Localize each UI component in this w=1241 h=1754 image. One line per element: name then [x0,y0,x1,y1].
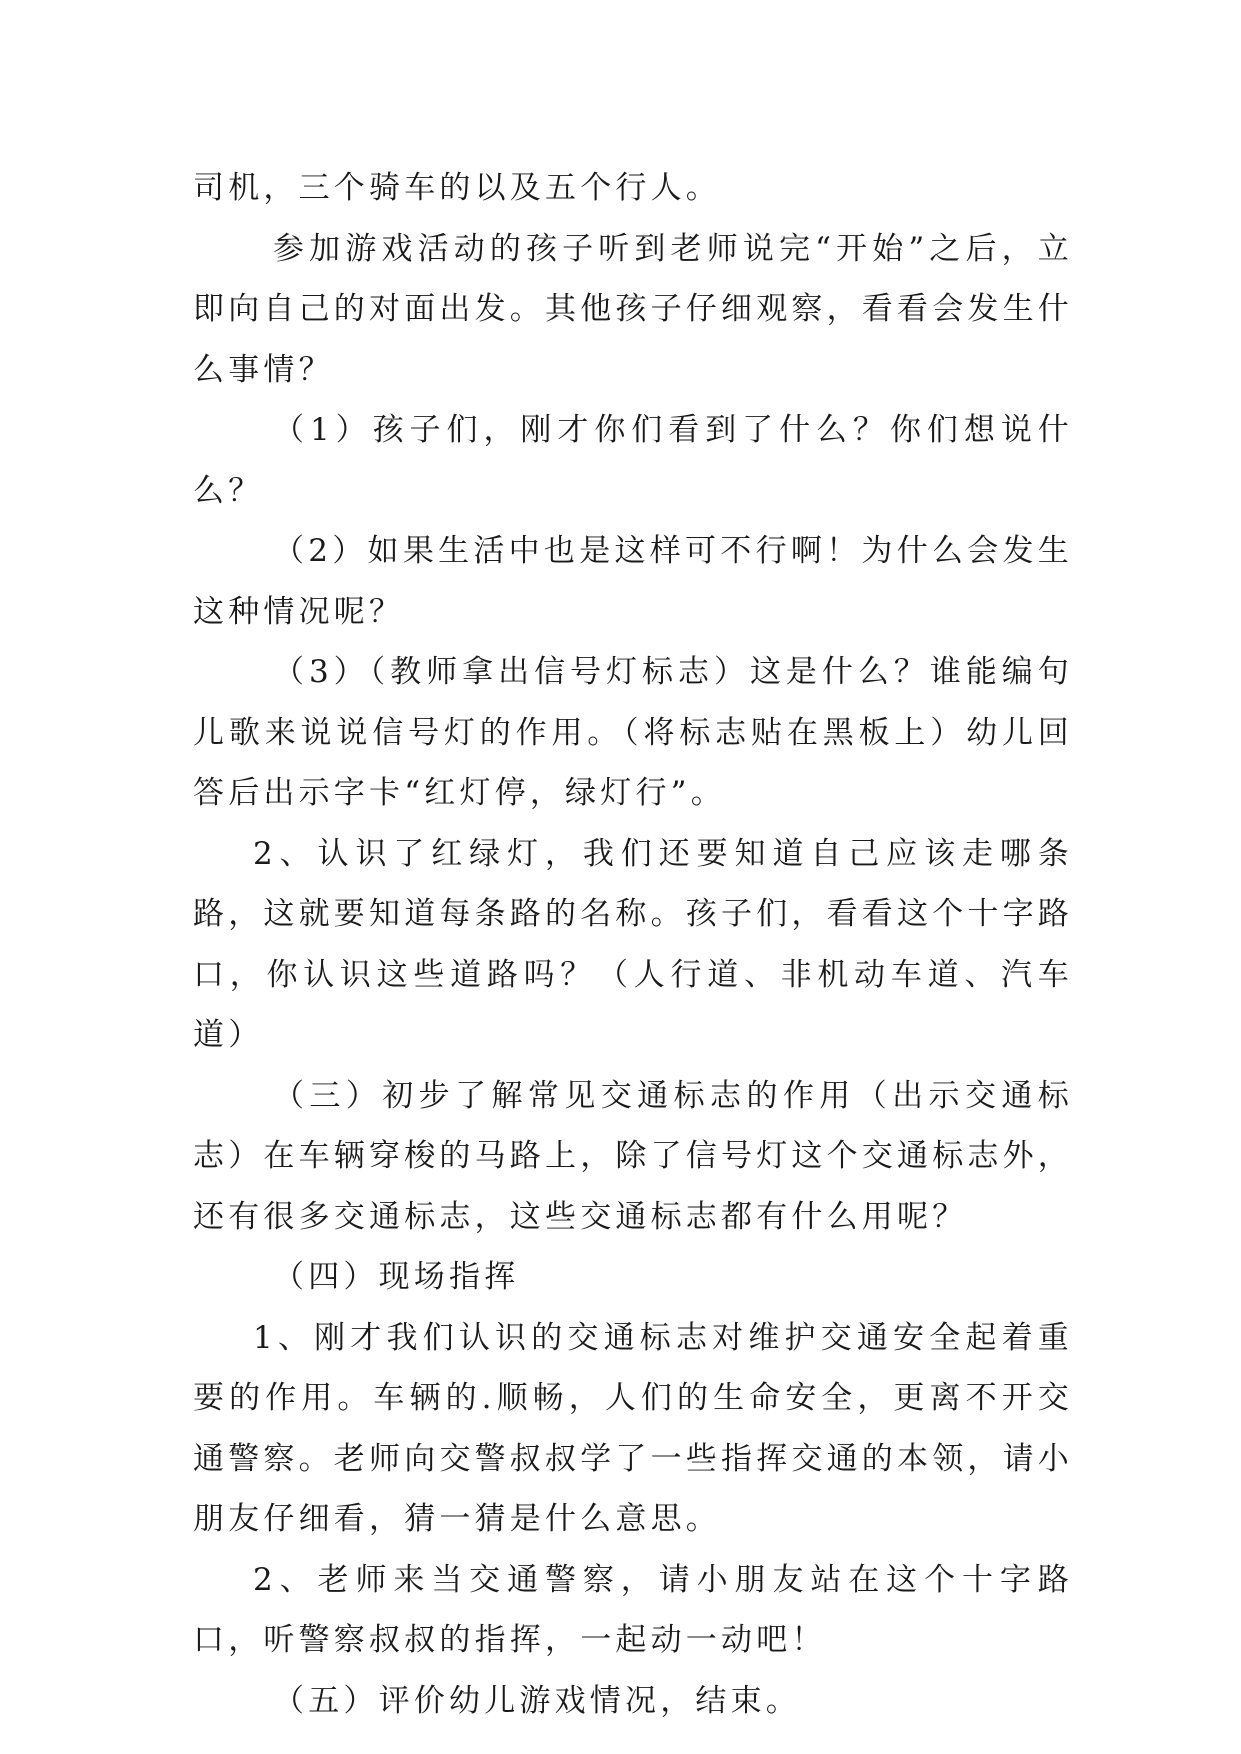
body-text [193,158,1073,1731]
paragraph: 参加游戏活动的孩子听到老师说完“开始”之后，立即向自己的对面出发。其他孩子仔细观察，看看会发生什么事情？ [193,230,1073,388]
paragraph: 1、刚才我们认识的交通标志对维护交通安全起着重要的作用。车辆的.顺畅，人们的生命安全，更离不开交通警察。老师向交警叔叔学了一些指挥交通的本领，请小朋友仔细看，猜一猜是什么意思。 [193,1319,1073,1537]
paragraph: （四）现场指挥 [273,1259,520,1295]
paragraph: 2、认识了红绿灯，我们还要知道自己应该走哪条路，这就要知道每条路的名称。孩子们，看看这个十字路口，你认识这些道路吗？（人行道、非机动车道、汽车道） [193,835,1073,1053]
paragraph: 2、老师来当交通警察，请小朋友站在这个十字路口，听警察叔叔的指挥，一起动一动吧！ [193,1561,1073,1658]
paragraph: （1）孩子们，刚才你们看到了什么？你们想说什么？ [193,412,1073,509]
paragraph: （五）评价幼儿游戏情况，结束。 [273,1682,801,1719]
paragraph: （2）如果生活中也是这样可不行啊！为什么会发生这种情况呢？ [193,533,1073,630]
paragraph: （三）初步了解常见交通标志的作用（出示交通标志）在车辆穿梭的马路上，除了信号灯这个交通标志外，还有很多交通标志，这些交通标志都有什么用呢？ [193,1077,1073,1235]
paragraph: （3）（教师拿出信号灯标志）这是什么？谁能编句儿歌来说说信号灯的作用。（将标志贴在黑板上）幼儿回答后出示字卡“红灯停，绿灯行”。 [193,654,1073,811]
paragraph: 司机，三个骑车的以及五个行人。 [193,170,721,206]
